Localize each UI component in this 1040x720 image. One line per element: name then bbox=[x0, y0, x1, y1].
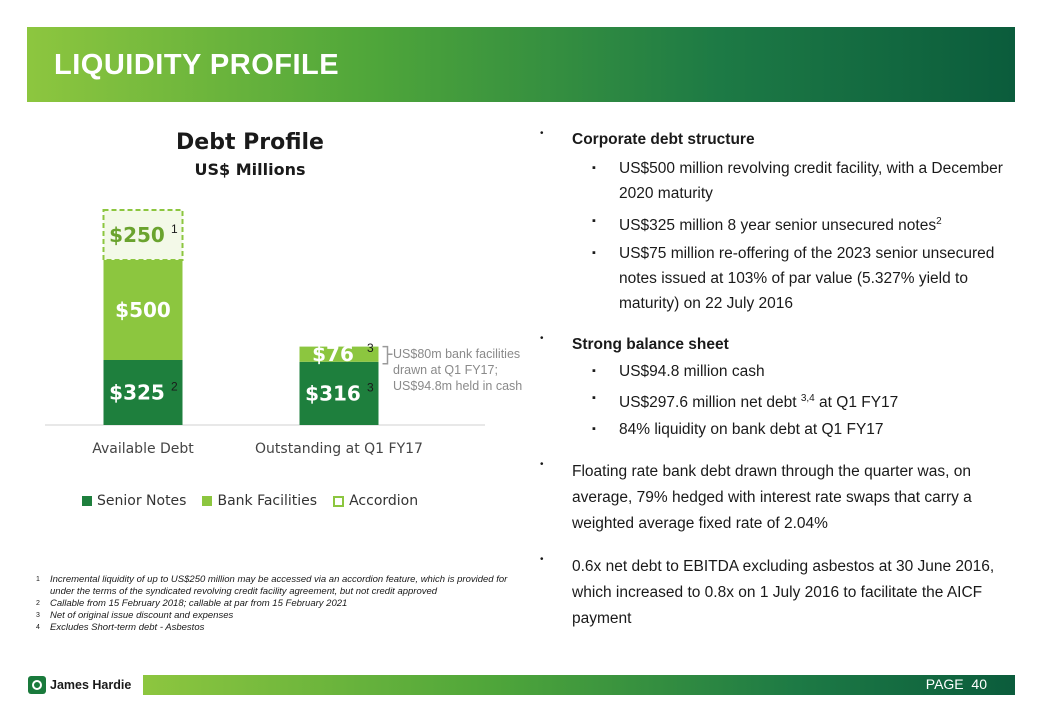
footnote: 2 Callable from 15 February 2018; callable at par from 15 February 2021 bbox=[36, 598, 348, 609]
legend-swatch bbox=[82, 496, 92, 506]
legend-senior-notes bbox=[82, 493, 186, 509]
bar-value-label: $500 bbox=[115, 298, 171, 322]
bar-footnote-marker: 2 bbox=[171, 379, 178, 394]
chart-subtitle: US$ Millions bbox=[194, 160, 306, 179]
sub-bullet: ▪ 84% liquidity on bank debt at Q1 FY17 bbox=[592, 421, 884, 439]
bullet-net-debt: • 0.6x net debt to EBITDA excluding asbestos at 30 June 2016, which increased to 0.8x on 1 July 2016 to facilitate the AICF payment bbox=[540, 554, 995, 628]
bullet-dot: • bbox=[540, 459, 544, 471]
footnotes bbox=[36, 574, 516, 634]
bar-value-label: $316 bbox=[305, 381, 361, 406]
chart-callout: US$80m bank facilities drawn at Q1 FY17; US$94.8m held in cash bbox=[393, 347, 523, 393]
bullet-corporate-debt: • Corporate debt structure bbox=[540, 128, 755, 148]
company-logo: James Hardie bbox=[28, 676, 131, 694]
footnote: 4 Excludes Short-term debt - Asbestos bbox=[36, 622, 205, 633]
category-label: Available Debt bbox=[92, 441, 194, 457]
footer-bar bbox=[143, 675, 1015, 695]
bar-footnote-marker: 3 bbox=[367, 380, 374, 395]
bullet-dot: • bbox=[540, 554, 544, 566]
title-banner bbox=[27, 27, 1015, 102]
footnote: 3 Net of original issue discount and expenses bbox=[36, 610, 234, 621]
bar-value-label: $325 bbox=[109, 380, 165, 405]
chart-legend bbox=[82, 493, 418, 509]
bullet-list bbox=[540, 128, 1010, 632]
sub-bullet: ▪ US$297.6 million net debt $^{3,4}$ at Q1 FY17 bbox=[592, 392, 899, 412]
legend-swatch bbox=[202, 496, 212, 506]
bullet-floating-rate: • Floating rate bank debt drawn through the quarter was, on average, 79% hedged with interest rate swaps that carry a weighted average fixed rate of 2.04% bbox=[540, 459, 972, 533]
legend-label: Accordion bbox=[349, 493, 419, 509]
page-number: PAGE 40 bbox=[925, 676, 987, 692]
sub-bullet: ▪ US$500 million revolving credit facility, with a December 2020 maturity bbox=[592, 160, 1003, 202]
legend-accordion bbox=[333, 493, 418, 509]
bar-value-label: $250 bbox=[109, 223, 165, 247]
sub-bullet: ▪ US$325 million 8 year senior unsecured notes$^2$ bbox=[592, 215, 942, 235]
legend-swatch bbox=[333, 496, 344, 507]
bar-footnote-marker: 1 bbox=[171, 222, 178, 236]
sub-bullet: ▪ US$75 million re-offering of the 2023 senior unsecured notes issued at 103% of par value (5.327% yield to maturity) on 22 July 2016 bbox=[592, 245, 995, 313]
sub-bullet: ▪ US$94.8 million cash bbox=[592, 363, 765, 381]
page-title: LIQUIDITY PROFILE bbox=[54, 49, 340, 81]
bar-footnote-marker: 3 bbox=[367, 341, 374, 356]
logo-icon bbox=[28, 676, 46, 694]
bullet-balance-sheet: • Strong balance sheet bbox=[540, 333, 729, 354]
bar-value-label: $76 bbox=[312, 342, 354, 367]
legend-label: Senior Notes bbox=[97, 493, 187, 509]
callout-bracket bbox=[383, 347, 393, 364]
bullet-dot: • bbox=[540, 128, 544, 139]
bullet-dot: • bbox=[540, 333, 544, 345]
footnote: 1 Incremental liquidity of up to US$250 million may be accessed via an accordion feature, which is provided for under the terms of the syndicated revolving credit facility agreement, but not credit approved bbox=[36, 574, 508, 597]
debt-profile-chart bbox=[30, 180, 500, 470]
category-label: Outstanding at Q1 FY17 bbox=[255, 441, 423, 457]
legend-label: Bank Facilities bbox=[217, 493, 318, 509]
legend-bank-facilities bbox=[202, 493, 317, 509]
chart-title: Debt Profile bbox=[176, 130, 324, 155]
